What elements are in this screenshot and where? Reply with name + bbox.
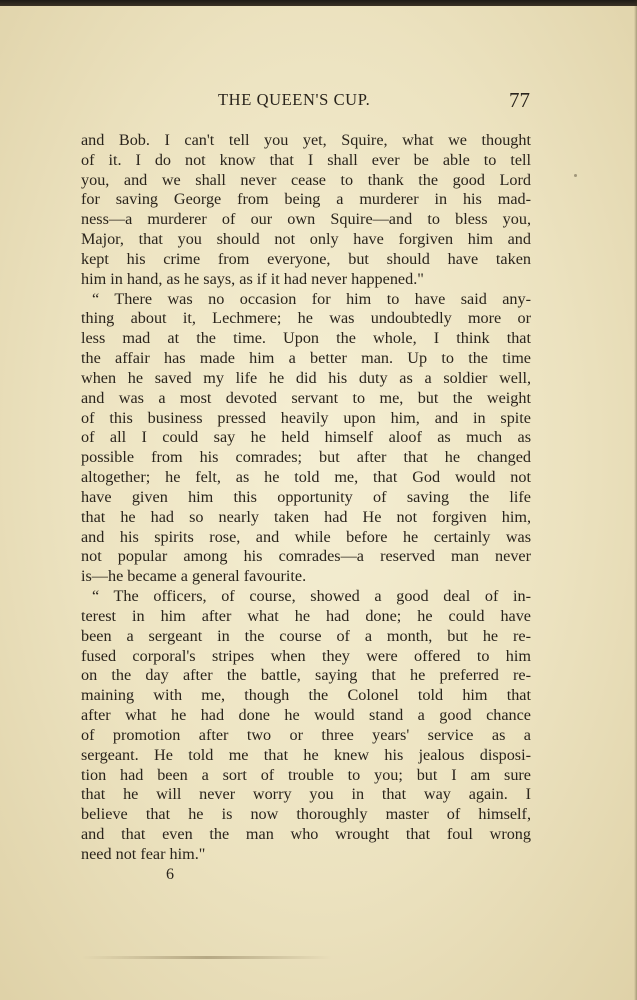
text-line: him in hand, as he says, as if it had never happened." xyxy=(81,269,424,288)
text-line: “ There was no occasion for him to have said any- xyxy=(92,289,531,308)
text-line: believe that he is now thoroughly master of himself, xyxy=(81,805,531,824)
text-line: maining with me, though the Colonel told him that xyxy=(81,686,531,705)
text-line: that he will never worry you in that way again. I xyxy=(81,785,531,804)
text-line: you, and we shall never cease to thank the good Lord xyxy=(81,170,531,189)
text-line: need not fear him." xyxy=(81,844,206,863)
text-line: tion had been a sort of trouble to you; but I am sure xyxy=(81,765,531,784)
text-line: of all I could say he held himself aloof as much as xyxy=(81,428,531,447)
body-text xyxy=(81,131,531,865)
page-number: 77 xyxy=(509,88,530,112)
text-line: after what he had done he would stand a good chance xyxy=(81,706,531,725)
text-line: been a sergeant in the course of a month, but he re- xyxy=(81,626,531,645)
text-line: when he saved my life he did his duty as a soldier well, xyxy=(81,368,531,387)
text-line: of it. I do not know that I shall ever be able to tell xyxy=(81,150,531,169)
text-line: thing about it, Lechmere; he was undoubtedly more or xyxy=(81,309,531,328)
text-line: have given him this opportunity of saving the life xyxy=(81,487,531,506)
text-line: altogether; he felt, as he told me, that God would not xyxy=(81,468,531,487)
text-line: that he had so nearly taken had He not forgiven him, xyxy=(81,507,531,526)
text-line: ness—a murderer of our own Squire—and to bless you, xyxy=(81,210,531,229)
bottom-rule xyxy=(82,956,332,959)
text-line: less mad at the time. Upon the whole, I think that xyxy=(81,329,531,348)
running-title: THE QUEEN'S CUP. xyxy=(218,90,371,109)
text-line: not popular among his comrades—a reserved man never xyxy=(81,547,531,566)
text-line: is—he became a general favourite. xyxy=(81,567,307,586)
paper-speck xyxy=(574,174,577,177)
text-line: for saving George from being a murderer in his mad- xyxy=(81,190,531,209)
running-head xyxy=(0,88,637,112)
text-line: and his spirits rose, and while before he certainly was xyxy=(81,527,531,546)
text-line: on the day after the battle, saying that he preferred re- xyxy=(81,666,531,685)
text-line: terest in him after what he had done; he could have xyxy=(81,606,531,625)
text-line: sergeant. He told me that he knew his jealous disposi- xyxy=(81,745,531,764)
text-line: of promotion after two or three years' service as a xyxy=(81,725,531,744)
text-line: of this business pressed heavily upon him, and in spite xyxy=(81,408,531,427)
text-line: and Bob. I can't tell you yet, Squire, what we thought xyxy=(81,131,531,149)
text-line: kept his crime from everyone, but should have taken xyxy=(81,249,531,268)
text-line: and was a most devoted servant to me, but the weight xyxy=(81,388,531,407)
text-line: and that even the man who wrought that foul wrong xyxy=(81,824,531,843)
text-line: the affair has made him a better man. Up to the time xyxy=(81,349,531,368)
top-edge-shadow xyxy=(0,0,637,6)
signature-mark: 6 xyxy=(166,866,174,883)
text-line: Major, that you should not only have forgiven him and xyxy=(81,230,531,249)
text-line: “ The officers, of course, showed a good deal of in- xyxy=(92,587,531,606)
text-line: fused corporal's stripes when they were offered to him xyxy=(81,646,531,665)
text-line: possible from his comrades; but after that he changed xyxy=(81,448,531,467)
